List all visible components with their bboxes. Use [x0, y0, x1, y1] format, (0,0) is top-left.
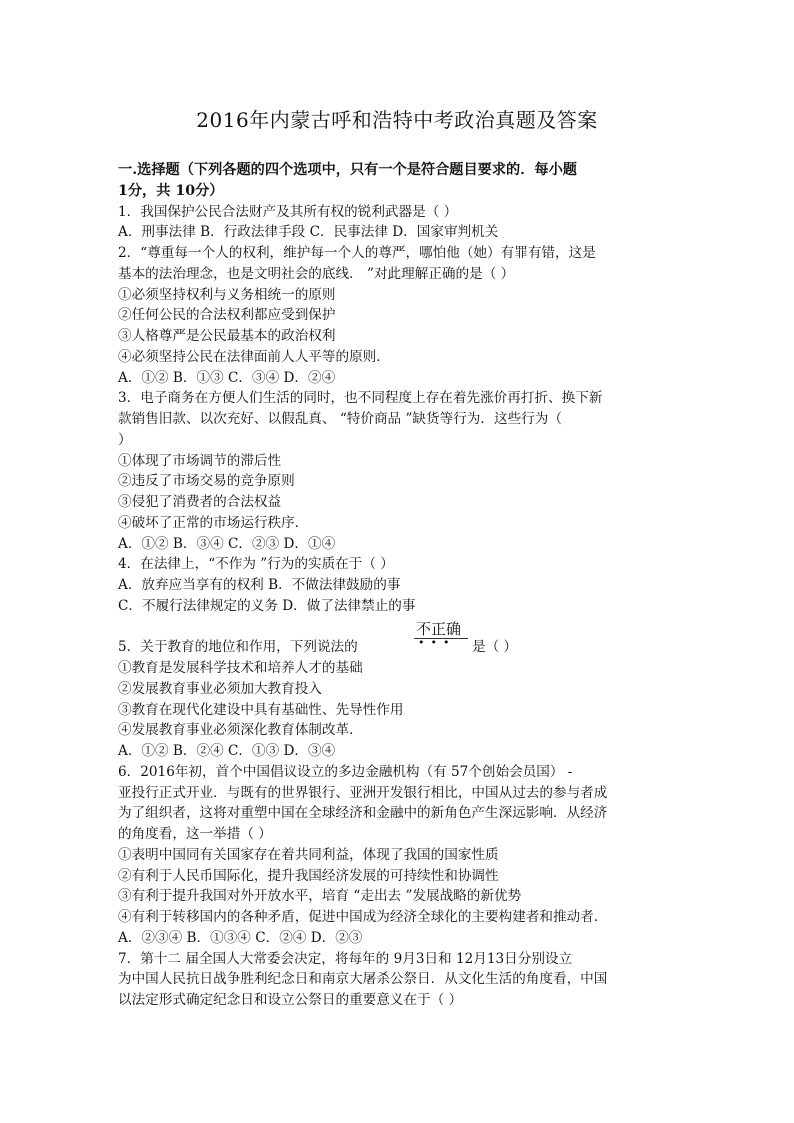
question-1: 1．我国保护公民合法财产及其所有权的锐利武器是（ ） — [118, 204, 458, 220]
question-3-line-1: 3．电子商务在方便人们生活的同时，也不同程度上存在着先涨价再打折、换下新 — [118, 390, 603, 406]
question-6-option-2: ②有利于人民币国际化，提升我国经济发展的可持续性和协调性 — [118, 868, 499, 884]
question-2-option-4: ④必须坚持公民在法律面前人人平等的原则． — [118, 349, 390, 365]
question-4: 4．在法律上，“不作为 ”行为的实质在于（ ） — [118, 556, 394, 572]
question-2-option-3: ③人格尊严是公民最基本的政治权利 — [118, 328, 336, 344]
question-3-option-1: ①体现了市场调节的滞后性 — [118, 453, 282, 469]
question-2-line-2: 基本的法治理念，也是文明社会的底线． ”对此理解正确的是（ ） — [118, 266, 515, 282]
question-5-option-2: ②发展教育事业必须加大教育投入 — [118, 681, 322, 697]
question-2-answers: A．①② B．①③ C．③④ D．②④ — [118, 370, 336, 386]
question-3-answers: A．①② B．③④ C．②③ D．①④ — [118, 536, 336, 552]
question-1-options: A．刑事法律 B．行政法律手段 C．民事法律 D．国家审判机关 — [118, 224, 499, 240]
question-4-options-cd: C．不履行法律规定的义务 D．做了法律禁止的事 — [118, 598, 416, 614]
question-6-option-3: ③有利于提升我国对外开放水平，培育 “走出去 ”发展战略的新优势 — [118, 888, 522, 904]
question-7-line-2: 为中国人民抗日战争胜利纪念日和南京大屠杀公祭日．从文化生活的角度看，中国 — [118, 971, 608, 987]
question-5-prefix: 5．关于教育的地位和作用，下列说法的 — [118, 639, 358, 655]
question-3-option-4: ④破坏了正常的市场运行秩序． — [118, 515, 309, 531]
question-2-line-1: 2．“尊重每一个人的权利，维护每一个人的尊严，哪怕他（她）有罪有错，这是 — [118, 245, 596, 261]
question-5-option-3: ③教育在现代化建设中具有基础性、先导性作用 — [118, 702, 404, 718]
question-3-option-3: ③侵犯了消费者的合法权益 — [118, 494, 282, 510]
section-header: 一.选择题（下列各题的四个选项中，只有一个是符合题目要求的．每小题 — [118, 162, 577, 178]
question-4-options-ab: A．放弃应当享有的权利 B．不做法律鼓励的事 — [118, 577, 401, 593]
question-7-line-1: 7．第十二 届全国人大常委会决定，将每年的 9月3日和 12月13日分别设立 — [118, 951, 573, 967]
question-5-option-1: ①教育是发展科学技术和培养人才的基础 — [118, 660, 363, 676]
question-3-line-2: 款销售旧款、以次充好、以假乱真、 “特价商品 ”缺货等行为．这些行为（ — [118, 411, 562, 427]
emphasis-not-correct — [414, 618, 470, 654]
question-2-option-1: ①必须坚持权利与义务相统一的原则 — [118, 287, 336, 303]
question-3-line-3: ） — [118, 432, 132, 448]
question-5-option-4: ④发展教育事业必须深化教育体制改革． — [118, 722, 363, 738]
question-6-line-2: 亚投行正式开业．与既有的世界银行、亚洲开发银行相比，中国从过去的参与者成 — [118, 785, 608, 801]
emphasis-dots: ••• — [418, 636, 456, 649]
question-5-suffix: 是（ ） — [472, 639, 518, 655]
section-header-score: 1分，共 10分） — [118, 183, 224, 199]
question-6-line-3: 为了组织者，这将对重塑中国在全球经济和金融中的新角色产生深远影响．从经济 — [118, 805, 608, 821]
question-6-answers: A．②③④ B．①③④ C．②④ D．②③ — [118, 930, 363, 946]
question-6-line-4: 的角度看，这一举措（ ） — [118, 826, 272, 842]
page-title: 2016年内蒙古呼和浩特中考政治真题及答案 — [196, 108, 598, 132]
question-6-option-4: ④有利于转移国内的各种矛盾，促进中国成为经济全球化的主要构建者和推动者． — [118, 909, 608, 925]
emphasis-text: 不正确 — [416, 620, 462, 638]
question-2-option-2: ②任何公民的合法权利都应受到保护 — [118, 307, 336, 323]
question-6-option-1: ①表明中国同有关国家存在着共同利益，体现了我国的国家性质 — [118, 847, 499, 863]
question-6-line-1: 6．2016年初，首个中国倡议设立的多边金融机构（有 57个创始会员国） - — [118, 764, 573, 780]
question-3-option-2: ②违反了市场交易的竞争原则 — [118, 473, 295, 489]
question-5-answers: A．①② B．②④ C．①③ D．③④ — [118, 743, 336, 759]
question-7-line-3: 以法定形式确定纪念日和设立公祭日的重要意义在于（ ） — [118, 992, 463, 1008]
